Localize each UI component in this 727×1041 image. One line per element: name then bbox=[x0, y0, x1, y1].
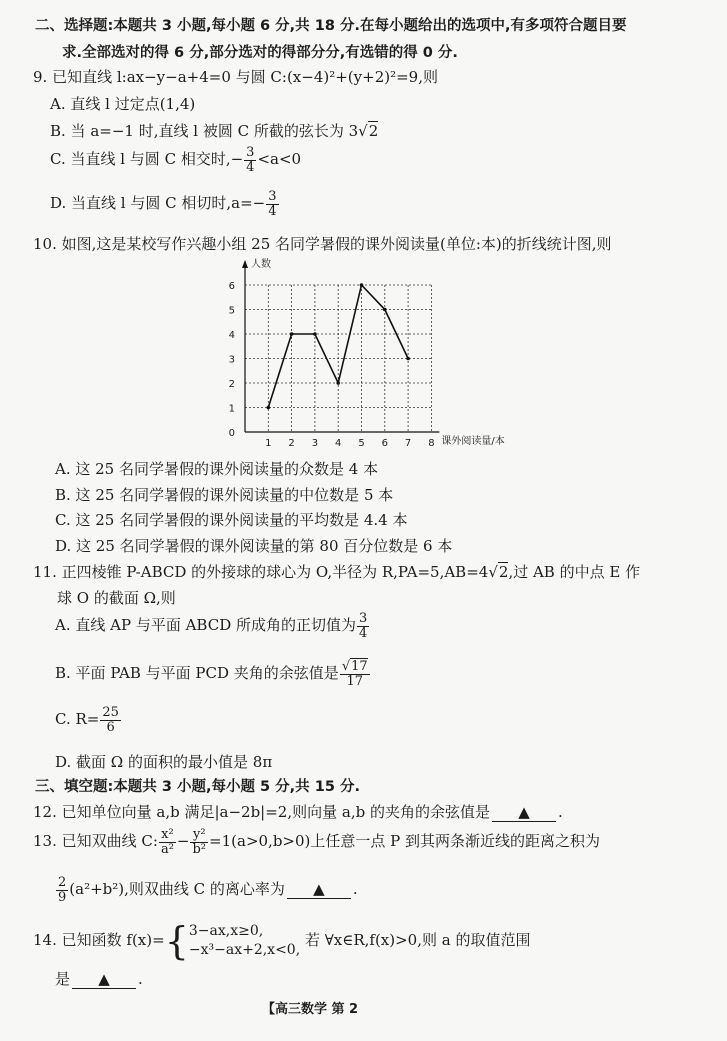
page-footer: 【高三数学 第 2 bbox=[262, 1002, 359, 1017]
x-tick-label: 6 bbox=[381, 438, 388, 449]
q11-stem: 11. 正四棱锥 P-ABCD 的外接球的球心为 O,半径为 R,PA=5,AB=4√2,过 AB 的中点 E 作 bbox=[33, 563, 641, 581]
data-point bbox=[406, 357, 410, 361]
q10-option-a: A. 这 25 名同学暑假的课外阅读量的众数是 4 本 bbox=[55, 460, 379, 478]
q12-text: 12. 已知单位向量 a,b 满足|a−2b|=2,则向量 a,b 的夹角的余弦值是 ▲ . bbox=[33, 803, 563, 821]
q11-option-c: C. R= $\frac{25}{6}$ bbox=[55, 705, 119, 735]
data-point bbox=[360, 283, 364, 287]
chart-x-label: 课外阅读量/本 bbox=[441, 436, 505, 447]
y-tick-label: 2 bbox=[228, 379, 235, 390]
chart-axes bbox=[242, 260, 439, 432]
q11-option-d: D. 截面 Ω 的面积的最小值是 8π bbox=[55, 753, 273, 771]
q14-text-cont: 是 ▲ . bbox=[55, 970, 143, 988]
x-tick-label: 2 bbox=[288, 438, 295, 449]
reading-line-chart bbox=[195, 254, 515, 454]
chart-grid bbox=[245, 285, 431, 432]
q9-option-a: A. 直线 l 过定点(1,4) bbox=[50, 95, 196, 113]
origin-label: 0 bbox=[228, 428, 235, 439]
q10-option-b: B. 这 25 名同学暑假的课外阅读量的中位数是 5 本 bbox=[55, 486, 394, 504]
y-tick-label: 3 bbox=[228, 354, 235, 366]
chart-y-label: 人数 bbox=[251, 259, 271, 270]
q13-text-cont: $\frac{2}{9}$ (a²+b²),则双曲线 C 的离心率为 ▲ . bbox=[58, 875, 358, 905]
section-3-heading: 三、填空题:本题共 3 小题,每小题 5 分,共 15 分. bbox=[35, 779, 360, 795]
q9-stem: 9. 已知直线 l:ax−y−a+4=0 与圆 C:(x−4)²+(y+2)²=9,则 bbox=[33, 68, 438, 86]
data-point bbox=[313, 332, 317, 336]
q14-answer-blank[interactable]: ▲ bbox=[72, 970, 136, 989]
q10-option-d: D. 这 25 名同学暑假的课外阅读量的第 80 百分位数是 6 本 bbox=[55, 537, 453, 555]
q10-option-c: C. 这 25 名同学暑假的课外阅读量的平均数是 4.4 本 bbox=[55, 511, 408, 529]
x-tick-label: 7 bbox=[404, 438, 412, 449]
y-axis-arrow bbox=[242, 260, 248, 268]
q10-stem: 10. 如图,这是某校写作兴趣小组 25 名同学暑假的课外阅读量(单位:本)的折线统计图,则 bbox=[33, 235, 612, 253]
q11-stem-cont: 球 O 的截面 Ω,则 bbox=[57, 589, 176, 607]
q13-text: 13. 已知双曲线 C: $\frac{\text{x²}}{\text{a²}}$ − $\frac{\text{y²}}{\text{b²}}$ =1(a>0,b>0)上任意一点 P 到其两条渐近线的距离之积为 bbox=[33, 827, 601, 857]
q13-answer-blank[interactable]: ▲ bbox=[287, 880, 351, 899]
x-tick-label: 5 bbox=[358, 438, 365, 449]
y-tick-label: 5 bbox=[228, 305, 235, 317]
q11-option-b: B. 平面 PAB 与平面 PCD 夹角的余弦值是 $\frac{√17}{17}$ bbox=[55, 659, 368, 689]
section-2-heading: 二、选择题:本题共 3 小题,每小题 6 分,共 18 分.在每小题给出的选项中,有多项符合题目要 bbox=[35, 18, 627, 34]
x-tick-label: 3 bbox=[311, 438, 319, 449]
y-tick-label: 1 bbox=[228, 403, 235, 415]
x-tick-label: 1 bbox=[265, 438, 272, 449]
q9-option-c: C. 当直线 l 与圆 C 相交时,− $\frac{3}{4}$ <a<0 bbox=[50, 145, 302, 175]
q11-option-a: A. 直线 AP 与平面 ABCD 所成角的正切值为 $\frac{3}{4}$ bbox=[55, 611, 368, 641]
q14-text: 14. 已知函数 f(x)={ 3−ax,x≥0, −x³−ax+2,x<0, 若 ∀x∈R,f(x)>0,则 a 的取值范围 bbox=[33, 919, 531, 963]
data-point bbox=[383, 308, 387, 312]
y-tick-label: 4 bbox=[228, 330, 235, 341]
q9-option-d: D. 当直线 l 与圆 C 相切时,a=− $\frac{3}{4}$ bbox=[50, 189, 277, 219]
q12-answer-blank[interactable]: ▲ bbox=[492, 803, 556, 822]
chart-ticks bbox=[229, 281, 435, 449]
section-2-heading-cont: 求.全部选对的得 6 分,部分选对的得部分分,有选错的得 0 分. bbox=[62, 45, 458, 61]
q9-option-b: B. 当 a=−1 时,直线 l 被圆 C 所截的弦长为 3√2 bbox=[50, 122, 379, 140]
data-point bbox=[336, 381, 340, 385]
data-point bbox=[267, 406, 271, 410]
x-tick-label: 4 bbox=[335, 438, 342, 449]
data-point bbox=[290, 332, 294, 336]
y-tick-label: 6 bbox=[228, 281, 235, 292]
x-tick-label: 8 bbox=[428, 438, 435, 449]
